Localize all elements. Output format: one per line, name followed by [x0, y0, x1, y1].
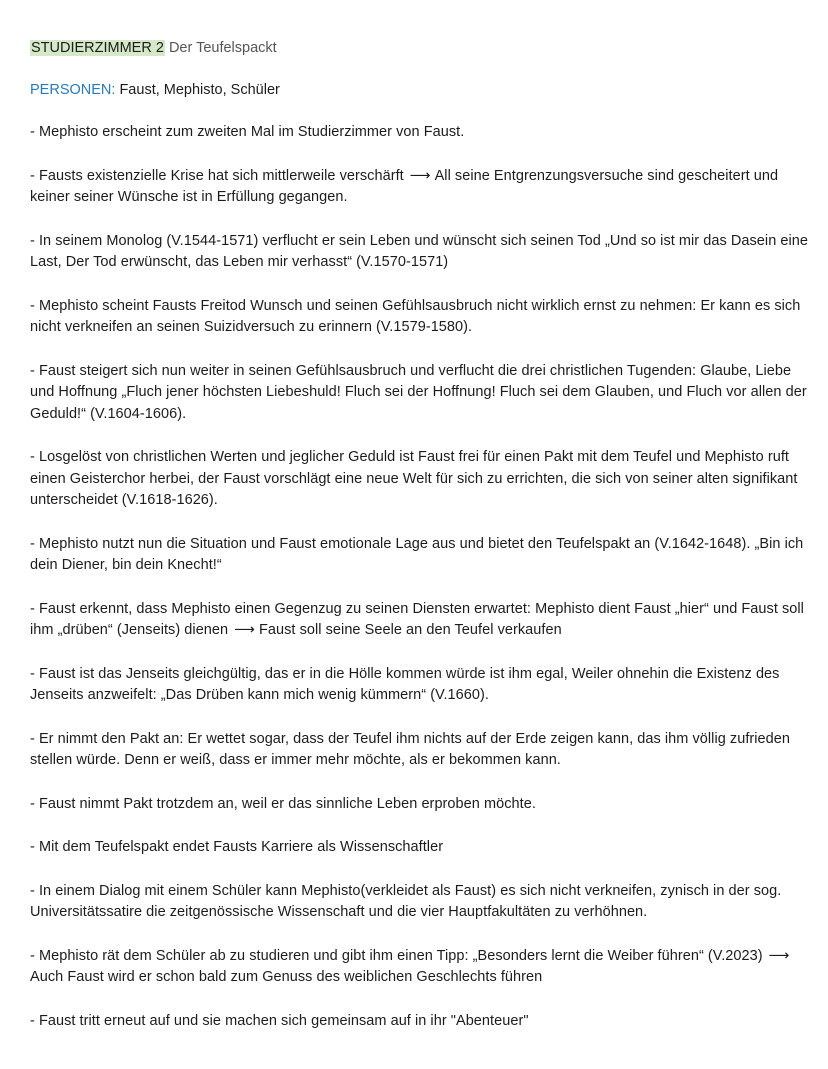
summary-paragraph — [30, 881, 808, 924]
paragraph-text: - Mephisto nutzt nun die Situation und Faust emotionale Lage aus und bietet den Teufelspakt an (V.1642-1648). „Bin ich dein Diener, bin dein Knecht!“ — [30, 535, 804, 573]
summary-paragraph — [30, 447, 808, 512]
paragraph-text: - Faust ist das Jenseits gleichgültig, das er in die Hölle kommen würde ist ihm egal, Weiler ohnehin die Existenz des Jenseits anzweifelt: „Das Drüben kann mich wenig kümmern“ (V.1660). — [30, 665, 780, 703]
paragraph-text: - Faust steigert sich nun weiter in seinen Gefühlsausbruch und verflucht die drei christlichen Tugenden: Glaube, Liebe und Hoffnung „Fluch jener höchsten Liebeshuld! Fluch sei der Hoffnung! Fluch sei dem Glauben, und Fluch vor allen der Geduld!“ (V.1604-1606). — [30, 362, 807, 422]
paragraph-text: - Mit dem Teufelspakt endet Fausts Karriere als Wissenschaftler — [30, 839, 444, 855]
persons-names: Faust, Mephisto, Schüler — [119, 82, 280, 98]
heading-subtitle: Der Teufelspackt — [168, 40, 277, 56]
paragraph-text: - Mephisto erscheint zum zweiten Mal im Studierzimmer von Faust. — [30, 124, 465, 140]
arrow-right-icon: ⟶ — [768, 947, 790, 964]
paragraph-text: - Faust nimmt Pakt trotzdem an, weil er das sinnliche Leben erproben möchte. — [30, 795, 536, 812]
paragraph-text: - Er nimmt den Pakt an: Er wettet sogar, dass der Teufel ihm nichts auf der Erde zeigen kann, das ihm völlig zufrieden stellen würde. Denn er weiß, dass er immer mehr möchte, als er bekommen kann. — [30, 730, 791, 768]
heading-title: STUDIERZIMMER 2 — [31, 40, 164, 56]
arrow-right-icon: ⟶ — [234, 622, 255, 638]
summary-paragraph — [30, 837, 808, 859]
paragraph-text: - In einem Dialog mit einem Schüler kann Mephisto(verkleidet als Faust) es sich nicht verkneifen, zynisch in der sog. Universitätssatire die zeitgenössische Wissenschaft und die vier Hauptfakultäten zu verhöhnen. — [30, 882, 782, 920]
paragraph-text: - Faust tritt erneut auf und sie machen sich gemeinsam auf in ihr "Abenteuer" — [30, 1012, 529, 1029]
paragraph-consequence: All seine Entgrenzungsversuche sind gescheitert und keiner seiner Wünsche ist in Erfüllung gegangen. — [30, 167, 779, 205]
summary-paragraph — [30, 296, 808, 339]
paragraph-text: - Mephisto rät dem Schüler ab zu studieren und gibt ihm einen Tipp: „Besonders lernt die Weiber führen“ (V.2023) — [30, 947, 763, 964]
summary-paragraph — [30, 729, 808, 772]
paragraph-text: - Faust erkennt, dass Mephisto einen Gegenzug zu seinen Diensten erwartet: Mephisto dient Faust „hier“ und Faust soll ihm „drüben“ (Jenseits) dienen — [30, 600, 804, 638]
summary-paragraph — [30, 534, 808, 577]
paragraph-text: - In seinem Monolog (V.1544-1571) verflucht er sein Leben und wünscht sich seinen Tod „Und so ist mir das Dasein eine Last, Der Tod erwünscht, das Leben mir verhasst“ (V.1570-1571) — [30, 232, 809, 270]
summary-paragraph — [30, 664, 808, 707]
summary-paragraph — [30, 946, 808, 989]
paragraph-text: - Fausts existenzielle Krise hat sich mittlerweile verschärft — [30, 167, 404, 184]
summary-paragraph — [30, 794, 808, 816]
summary-paragraph — [30, 599, 808, 642]
summary-paragraph — [30, 122, 808, 144]
summary-paragraph — [30, 231, 808, 274]
persons-label: PERSONEN: — [30, 82, 116, 98]
paragraph-text: - Mephisto scheint Fausts Freitod Wunsch und seinen Gefühlsausbruch nicht wirklich ernst zu nehmen: Er kann es sich nicht verkneifen an seinen Suizidversuch zu erinnern (V.1579-1580). — [30, 297, 801, 335]
summary-paragraph — [30, 361, 808, 426]
summary-paragraph — [30, 166, 808, 209]
paragraph-consequence: Auch Faust wird er schon bald zum Genuss des weiblichen Geschlechts führen — [30, 969, 543, 985]
summary-paragraph — [30, 1011, 808, 1033]
persons-line — [30, 80, 808, 100]
page-heading — [30, 38, 808, 58]
paragraph-text: - Losgelöst von christlichen Werten und jeglicher Geduld ist Faust frei für einen Pakt mit dem Teufel und Mephisto ruft einen Geisterchor herbei, der Faust vorschlägt eine neue Welt für sich zu errichten, die sich von seiner alten signifikant unterscheidet (V.1618-1626). — [30, 449, 798, 508]
paragraph-consequence: Faust soll seine Seele an den Teufel verkaufen — [259, 622, 562, 638]
summary-list — [30, 122, 808, 1032]
arrow-right-icon: ⟶ — [409, 167, 431, 184]
